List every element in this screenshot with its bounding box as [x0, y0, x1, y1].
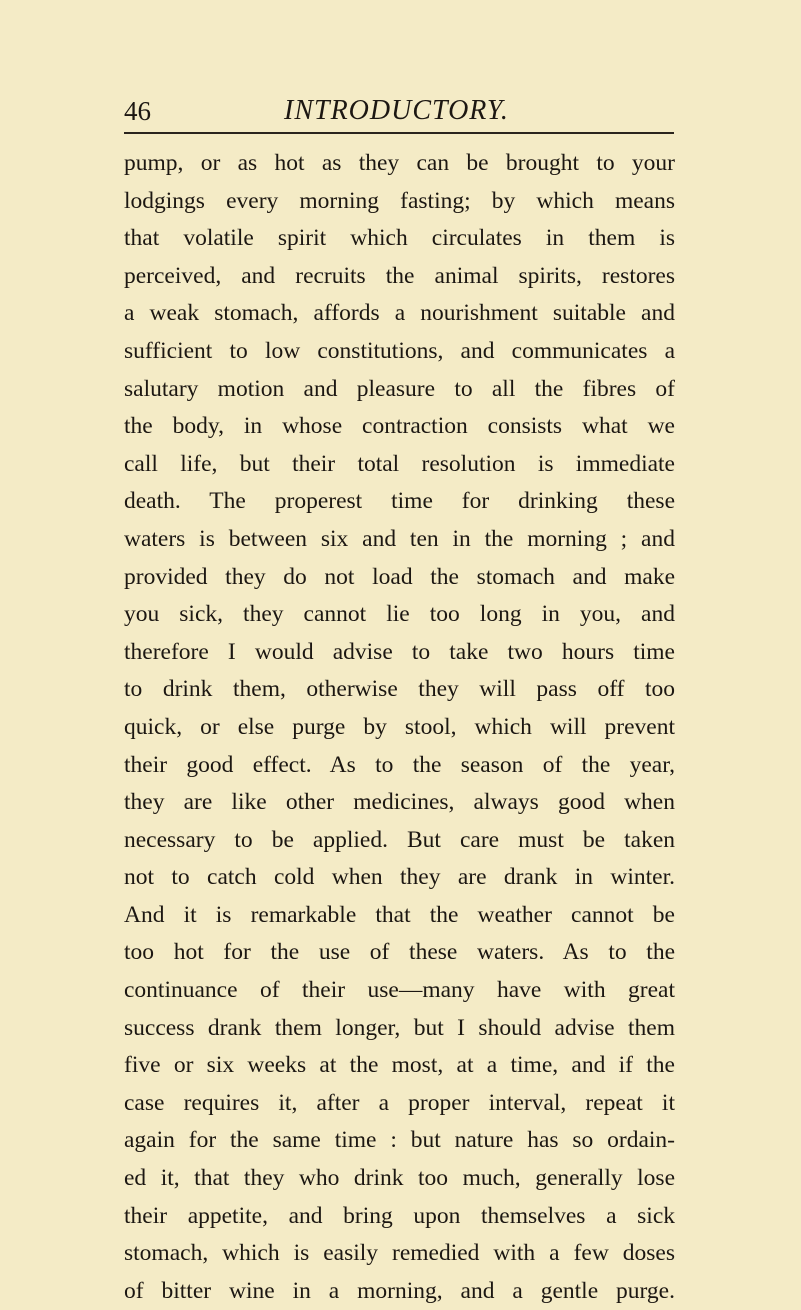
- text-line: to drink them, otherwise they will pass off too: [124, 676, 675, 703]
- text-line: the body, in whose contraction consists what we: [124, 413, 675, 440]
- text-line: they are like other medicines, always good when: [124, 789, 675, 816]
- text-line: not to catch cold when they are drank in winter.: [124, 864, 675, 891]
- page-number: 46: [124, 96, 151, 126]
- text-line: five or six weeks at the most, at a time, and if the: [124, 1052, 675, 1079]
- text-line: provided they do not load the stomach and make: [124, 563, 675, 590]
- text-line: necessary to be applied. But care must be taken: [124, 826, 675, 853]
- text-line: success drank them longer, but I should advise them: [124, 1014, 675, 1041]
- text-line: pump, or as hot as they can be brought to your: [124, 150, 675, 176]
- text-line: quick, or else purge by stool, which will prevent: [124, 713, 675, 740]
- text-line: waters is between six and ten in the morning ; and: [124, 525, 675, 552]
- text-line: therefore I would advise to take two hours time: [124, 638, 675, 665]
- text-line: death. The properest time for drinking these: [124, 488, 675, 515]
- text-line: salutary motion and pleasure to all the fibres of: [124, 375, 675, 402]
- text-line: stomach, which is easily remedied with a few doses: [124, 1240, 675, 1267]
- text-line: their appetite, and bring upon themselves a sick: [124, 1202, 675, 1229]
- text-line: lodgings every morning fasting; by which means: [124, 187, 675, 214]
- text-line: sufficient to low constitutions, and communicates a: [124, 337, 675, 364]
- text-line: continuance of their use—many have with great: [124, 977, 675, 1004]
- text-line: case requires it, after a proper interval, repeat it: [124, 1089, 675, 1116]
- text-line: perceived, and recruits the animal spirits, restores: [124, 262, 675, 289]
- text-line: that volatile spirit which circulates in them is: [124, 225, 675, 252]
- text-line: their good effect. As to the season of the year,: [124, 751, 675, 778]
- text-line: again for the same time : but nature has so ordain-: [124, 1127, 675, 1154]
- body-text: [124, 145, 675, 1310]
- running-head: [124, 92, 674, 134]
- text-line: ed it, that they who drink too much, generally lose: [124, 1165, 675, 1192]
- text-line: of bitter wine in a morning, and a gentle purge.: [124, 1277, 675, 1304]
- text-line: too hot for the use of these waters. As to the: [124, 939, 675, 966]
- text-line: And it is remarkable that the weather cannot be: [124, 901, 675, 928]
- running-title: INTRODUCTORY.: [284, 95, 509, 126]
- text-line: call life, but their total resolution is immediate: [124, 450, 675, 477]
- text-line: a weak stomach, affords a nourishment suitable and: [124, 300, 675, 327]
- text-line: you sick, they cannot lie too long in you, and: [124, 601, 675, 628]
